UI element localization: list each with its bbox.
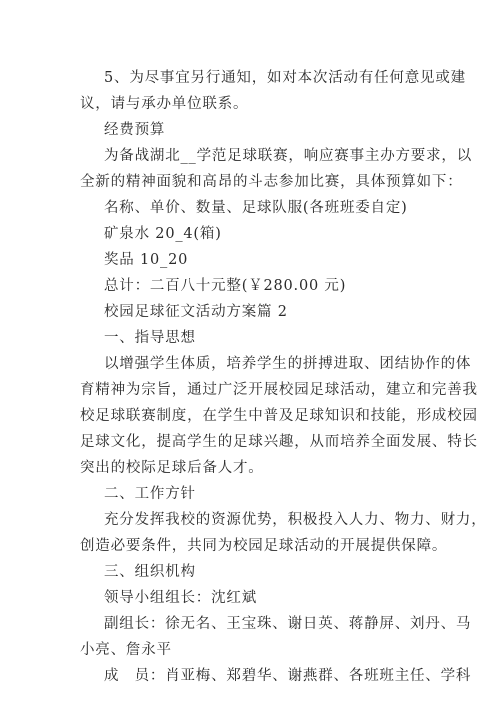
paragraph-line: 议，请与承办单位联系。	[80, 96, 249, 112]
paragraph-line: 全新的精神面貌和高昂的斗志参加比赛，具体预算如下：	[80, 174, 463, 190]
paragraph-line: 足球文化，提高学生的足球兴趣，从而培养全面发展、特长	[80, 434, 478, 450]
paragraph-line: 小亮、詹永平	[80, 642, 172, 658]
paragraph-line: 育精神为宗旨，通过广泛开展校园足球活动，建立和完善我	[80, 382, 478, 398]
section-heading: 三、组织机构	[104, 564, 196, 580]
section-heading: 一、指导思想	[104, 330, 196, 346]
paragraph-line: 创造必要条件，共同为校园足球活动的开展提供保障。	[80, 538, 448, 554]
paragraph-line: 校足球联赛制度，在学生中普及足球知识和技能，形成校园	[80, 408, 478, 424]
paragraph-line: 为备战湖北__学范足球联赛，响应赛事主办方要求，以	[104, 148, 472, 164]
paragraph-line: 奖品 10_20	[104, 252, 189, 268]
paragraph-line: 矿泉水 20_4(箱)	[104, 226, 222, 242]
paragraph-line: 总计：二百八十元整(￥280.00 元)	[104, 278, 347, 294]
paragraph-line: 充分发挥我校的资源优势，积极投入人力、物力、财力，	[104, 512, 487, 528]
paragraph-line: 副组长：徐无名、王宝珠、谢日英、蒋静屏、刘丹、马	[104, 616, 472, 632]
section-heading: 二、工作方针	[104, 486, 196, 502]
paragraph-line: 5、为尽事宜另行通知，如对本次活动有任何意见或建	[104, 70, 466, 86]
paragraph-line: 成 员：肖亚梅、郑碧华、谢燕群、各班班主任、学科	[104, 668, 472, 684]
paragraph-line: 以增强学生体质，培养学生的拼搏进取、团结协作的体	[104, 356, 472, 372]
paragraph-line: 突出的校际足球后备人才。	[80, 460, 264, 476]
paragraph-line: 名称、单价、数量、足球队服(各班班委自定)	[104, 200, 408, 216]
document-title: 校园足球征文活动方案篇 2	[104, 304, 288, 320]
paragraph-line: 领导小组组长：沈红斌	[104, 590, 257, 606]
section-heading: 经费预算	[104, 122, 166, 138]
